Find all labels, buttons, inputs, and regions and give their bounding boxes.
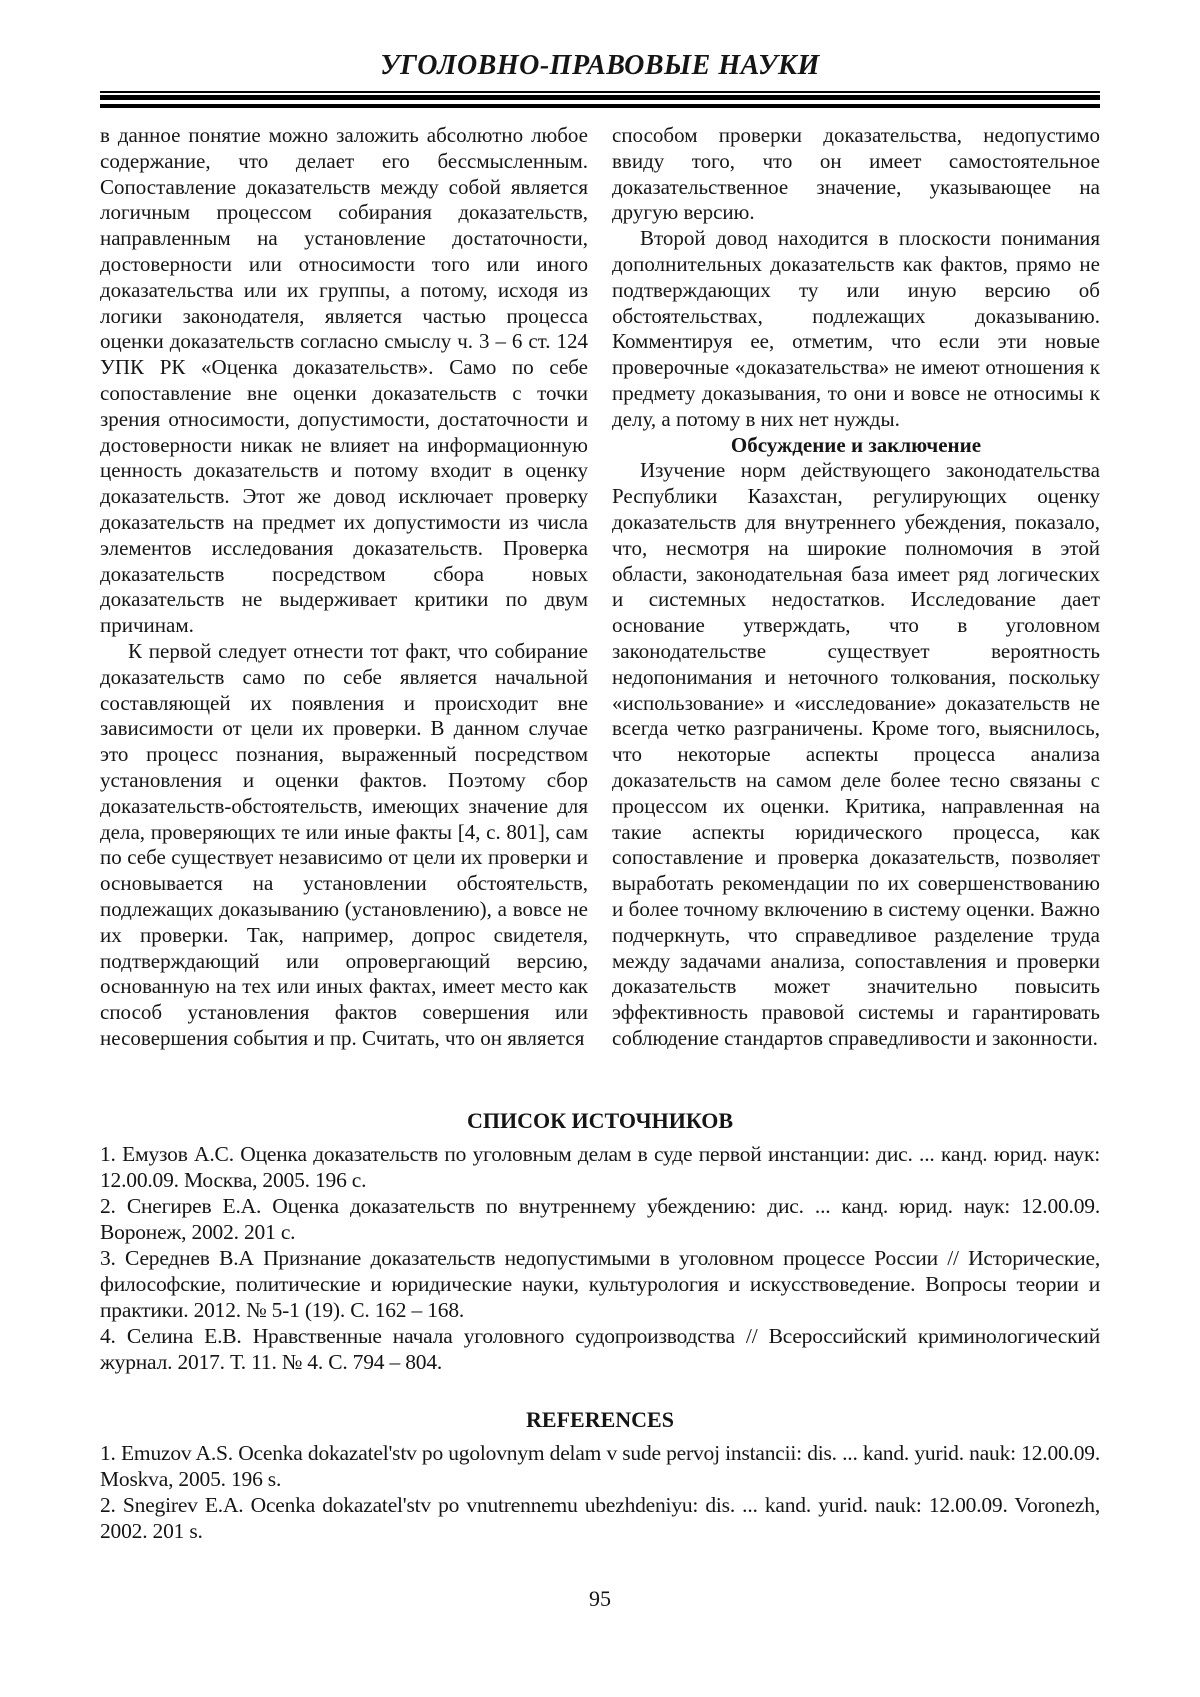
sources-heading: СПИСОК ИСТОЧНИКОВ	[466, 1107, 734, 1133]
source-item-4: 4. Селина Е.В. Нравственные начала уголовного судопроизводства // Всероссийский криминологический журнал. 2017. Т. 11. № 4. С. 794 – 804.	[100, 1323, 1100, 1374]
discussion-conclusion-heading: Обсуждение и заключение	[730, 432, 982, 457]
paragraph: К первой следует отнести тот факт, что собирание доказательств само по себе является начальной составляющей их появления и происходит вне зависимости от цели их проверки. В данном случае это процесс познания, выраженный посредством установления и оценки фактов. Поэтому сбор доказательств-обстоятельств, имеющих значение для дела, проверяющих те или иные факты [4, с. 801], сам по себе существует независимо от цели их проверки и основывается на установлении обстоятельств, подлежащих доказыванию (установлению), а вовсе не их проверки. Так, например, допрос свидетеля, подтверждающий или опровергающий версию, основанную на тех или иных фактах, имеет место как способ установления фактов совершения или несовершения события и пр. Считать, что он является	[100, 638, 588, 1050]
references-heading: REFERENCES	[526, 1406, 674, 1432]
reference-item-1: 1. Emuzov A.S. Ocenka dokazatel'stv po ugolovnym delam v sude pervoj instancii: dis. ... kand. yurid. nauk: 12.00.09. Moskva, 2005. 196 s.	[100, 1440, 1100, 1491]
header-double-rule	[100, 91, 1100, 108]
rule-thick-bottom	[100, 104, 1100, 108]
page-number: 95	[589, 1585, 611, 1611]
reference-item-2: 2. Snegirev E.A. Ocenka dokazatel'stv po vnutrennemu ubezhdeniyu: dis. ... kand. yurid. nauk: 12.00.09. Voronezh, 2002. 201 s.	[100, 1492, 1100, 1543]
source-item-2: 2. Снегирев Е.А. Оценка доказательств по внутреннему убеждению: дис. ... канд. юрид. наук: 12.00.09. Воронеж, 2002. 201 с.	[100, 1193, 1100, 1244]
left-column	[100, 123, 588, 1052]
references-section	[100, 1407, 1100, 1544]
page-header	[100, 50, 1100, 108]
source-item-3: 3. Середнев В.А Признание доказательств недопустимыми в уголовном процессе России // Исторические, философские, политические и юридические науки, культурология и искусствоведение. Вопросы теории и практики. 2012. № 5-1 (19). С. 162 – 168.	[100, 1245, 1100, 1322]
sources-section	[100, 1108, 1100, 1375]
running-title: УГОЛОВНО-ПРАВОВЫЕ НАУКИ	[380, 50, 820, 81]
source-item-1: 1. Емузов А.С. Оценка доказательств по уголовным делам в суде первой инстанции: дис. ... канд. юрид. наук: 12.00.09. Москва, 2005. 196 с.	[100, 1141, 1100, 1192]
page-footer	[100, 1586, 1100, 1612]
article-body	[100, 123, 1100, 1052]
right-column	[612, 123, 1100, 1052]
paragraph: в данное понятие можно заложить абсолютно любое содержание, что делает его бессмысленным. Сопоставление доказательств между собой является логичным процессом собирания доказательств, направленным на установление достаточности, достоверности или относимости того или иного доказательства или их группы, а потому, исходя из логики законодателя, является частью процесса оценки доказательств согласно смыслу ч. 3 – 6 ст. 124 УПК РК «Оценка доказательств». Само по себе сопоставление вне оценки доказательств с точки зрения относимости, допустимости, достаточности и достоверности никак не влияет на информационную ценность доказательств и потому входит в оценку доказательств. Этот же довод исключает проверку доказательств на предмет их допустимости из числа элементов исследования доказательств. Проверка доказательств посредством сбора новых доказательств не выдерживает критики по двум причинам.	[100, 123, 588, 638]
paragraph: способом проверки доказательства, недопустимо ввиду того, что он имеет самостоятельное доказательственное значение, указывающее на другую версию.	[612, 123, 1100, 225]
paragraph: Второй довод находится в плоскости понимания дополнительных доказательств как фактов, прямо не подтверждающих ту или иную версию об обстоятельствах, подлежащих доказыванию. Комментируя ее, отметим, что если эти новые проверочные «доказательства» не имеют отношения к предмету доказывания, то они и вовсе не относимы к делу, а потому в них нет нужды.	[612, 226, 1100, 431]
paragraph: Изучение норм действующего законодательства Республики Казахстан, регулирующих оценку доказательств для внутреннего убеждения, показало, что, несмотря на широкие полномочия в этой области, законодательная база имеет ряд логических и системных недостатков. Исследование дает основание утверждать, что в уголовном законодательстве существует вероятность недопонимания и неточного толкования, поскольку «использование» и «исследование» доказательств не всегда четко разграничены. Кроме того, выяснилось, что некоторые аспекты процесса анализа доказательств на самом деле более тесно связаны с процессом их оценки. Критика, направленная на такие аспекты юридического процесса, как сопоставление и проверка доказательств, позволяет выработать рекомендации по их совершенствованию и более точному включению в систему оценки. Важно подчеркнуть, что справедливое разделение труда между задачами анализа, сопоставления и проверки доказательств может значительно повысить эффективность правовой системы и гарантировать соблюдение стандартов справедливости и законности.	[612, 458, 1100, 1050]
